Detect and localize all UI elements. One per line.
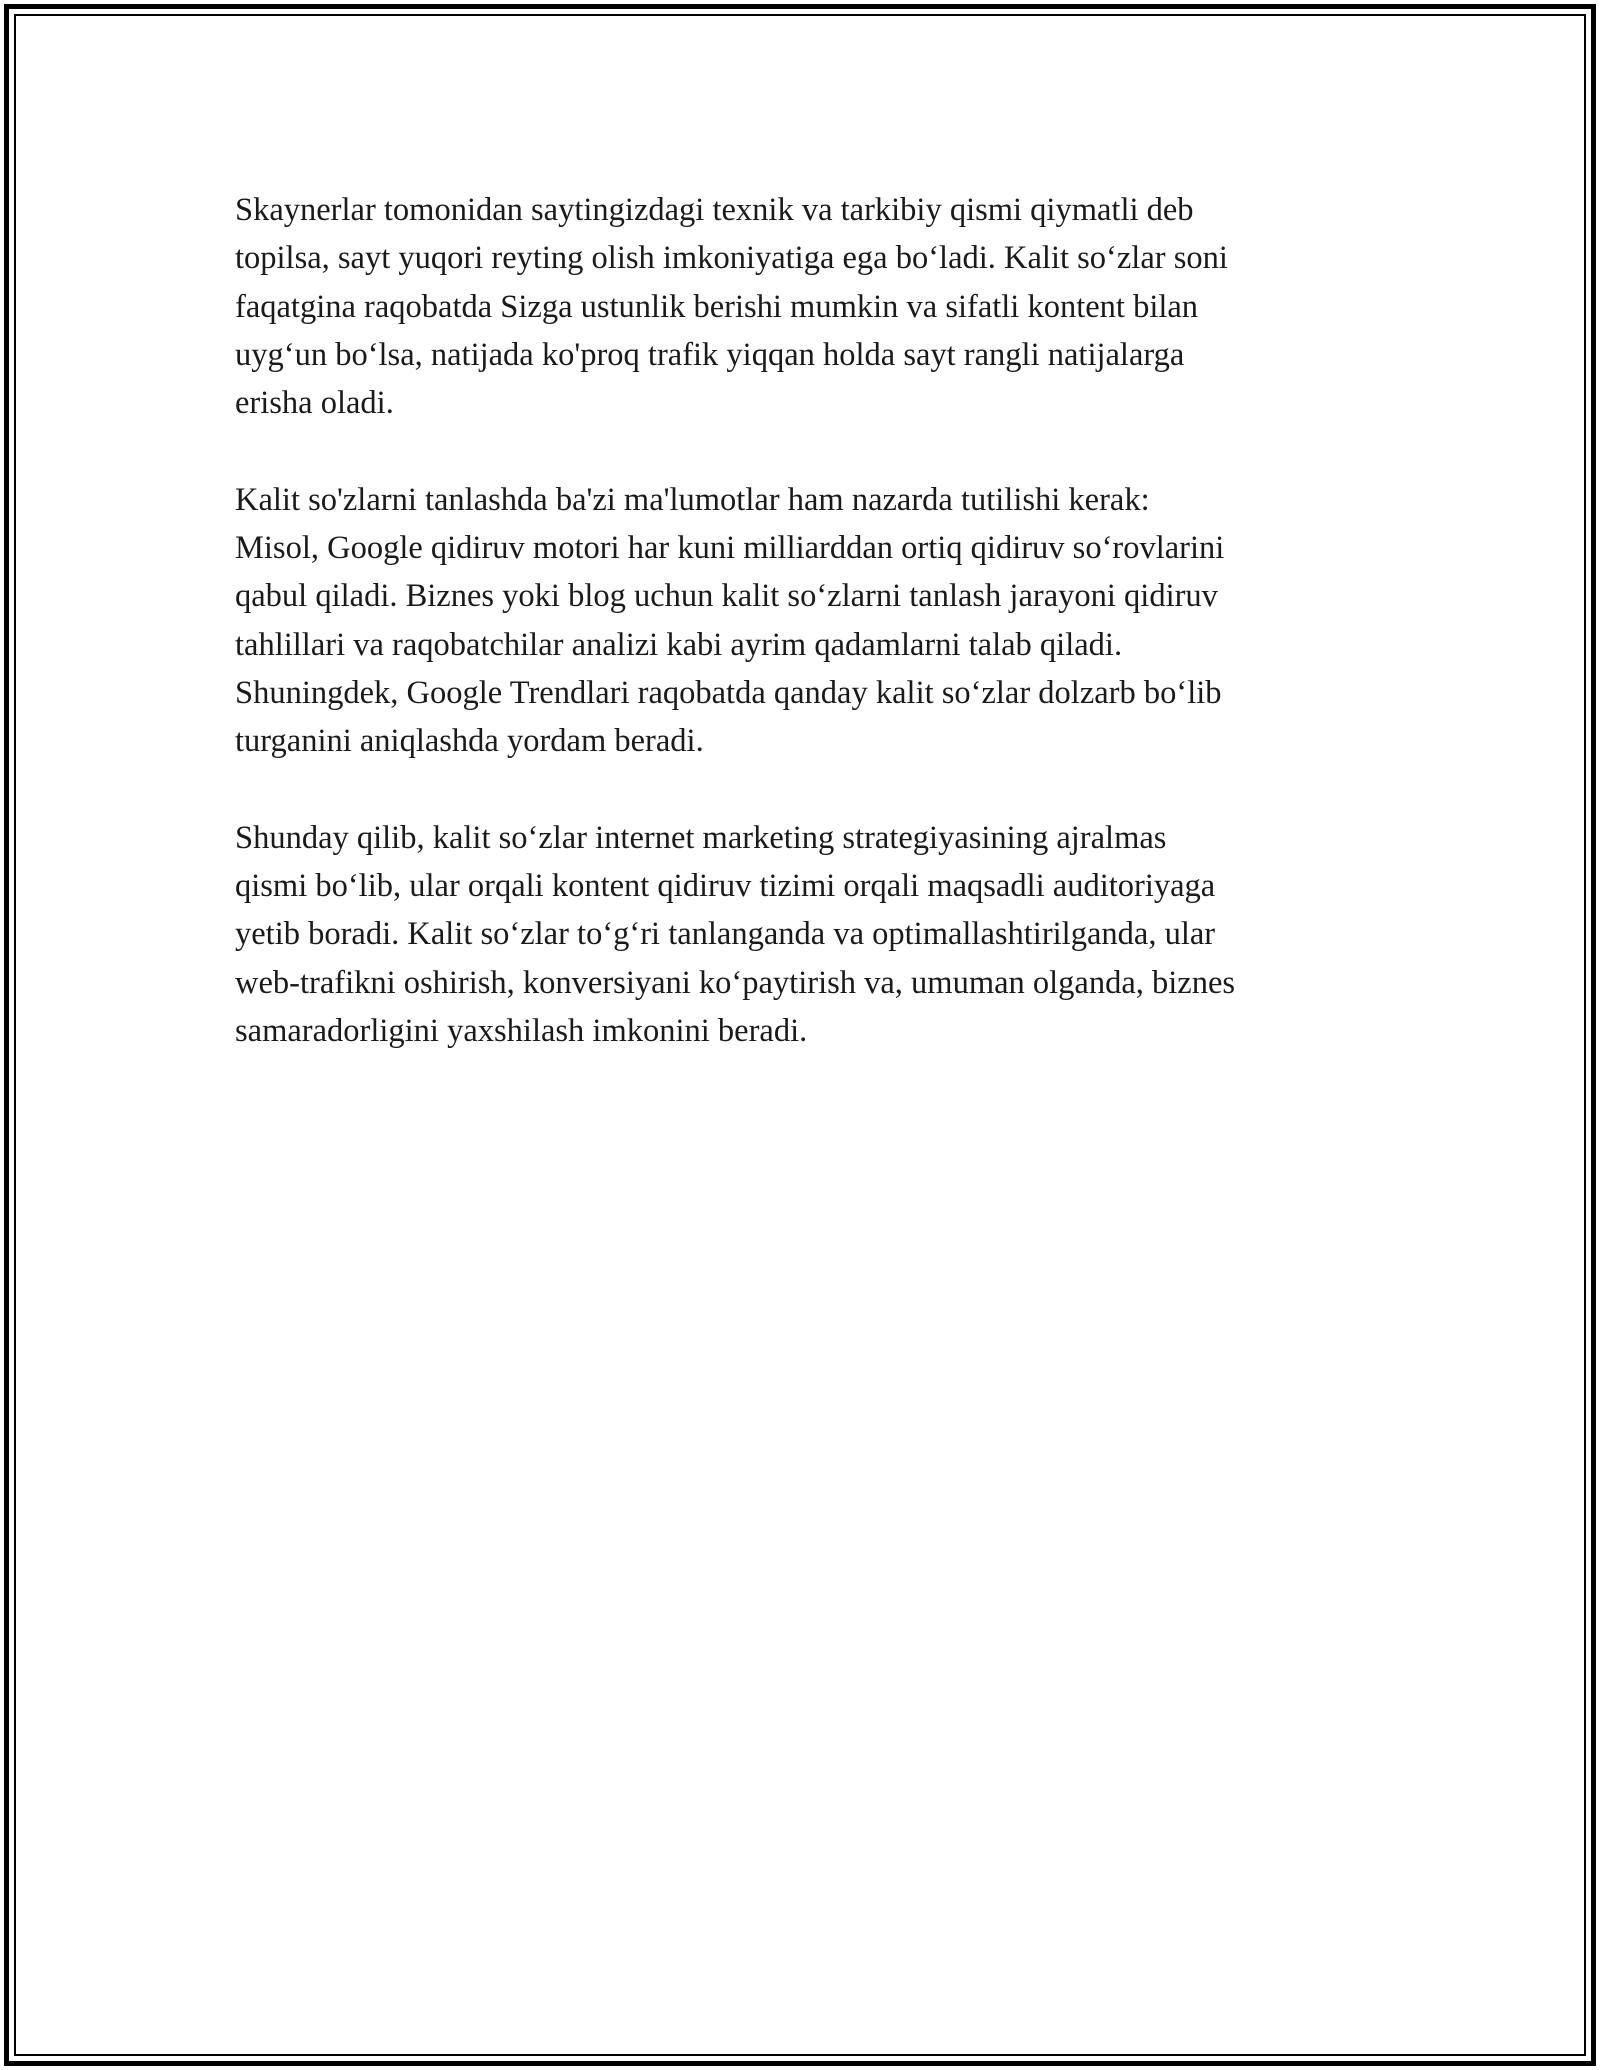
text-line: turganini aniqlashda yordam beradi. (235, 723, 704, 760)
text-line: Shunday qilib, kalit so‘zlar internet marketing strategiyasining ajralmas (235, 819, 1167, 856)
text-line: web-trafikni oshirish, konversiyani ko‘paytirish va, umuman olganda, biznes (235, 964, 1236, 1001)
text-line: qismi bo‘lib, ular orqali kontent qidiruv tizimi orqali maqsadli auditoriyaga (235, 868, 1216, 905)
text-line: topilsa, sayt yuqori reyting olish imkoniyatiga ega bo‘ladi. Kalit so‘zlar soni (235, 240, 1228, 277)
text-line: yetib boradi. Kalit so‘zlar to‘g‘ri tanlanganda va optimallashtirilganda, ular (235, 916, 1216, 953)
paragraph-2 (235, 476, 1385, 766)
paragraph-1 (235, 186, 1385, 427)
paragraph-3 (235, 814, 1385, 1055)
text-line: erisha oladi. (235, 385, 394, 422)
text-line: uyg‘un bo‘lsa, natijada ko'proq trafik yiqqan holda sayt rangli natijalarga (235, 336, 1185, 373)
text-line: tahlillari va raqobatchilar analizi kabi ayrim qadamlarni talab qiladi. (235, 626, 1123, 663)
text-line: Misol, Google qidiruv motori har kuni milliarddan ortiq qidiruv so‘rovlarini (235, 530, 1225, 567)
text-line: faqatgina raqobatda Sizga ustunlik berishi mumkin va sifatli kontent bilan (235, 288, 1199, 325)
text-line: Shuningdek, Google Trendlari raqobatda qanday kalit so‘zlar dolzarb bo‘lib (235, 674, 1222, 711)
text-line: samaradorligini yaxshilash imkonini beradi. (235, 1013, 808, 1050)
text-line: Skaynerlar tomonidan saytingizdagi texnik va tarkibiy qismi qiymatli deb (235, 192, 1194, 228)
text-line: qabul qiladi. Biznes yoki blog uchun kalit so‘zlarni tanlash jarayoni qidiruv (235, 578, 1218, 615)
text-line: Kalit so'zlarni tanlashda ba'zi ma'lumotlar ham nazarda tutilishi kerak: (235, 481, 1150, 518)
document-body (235, 186, 1385, 1104)
